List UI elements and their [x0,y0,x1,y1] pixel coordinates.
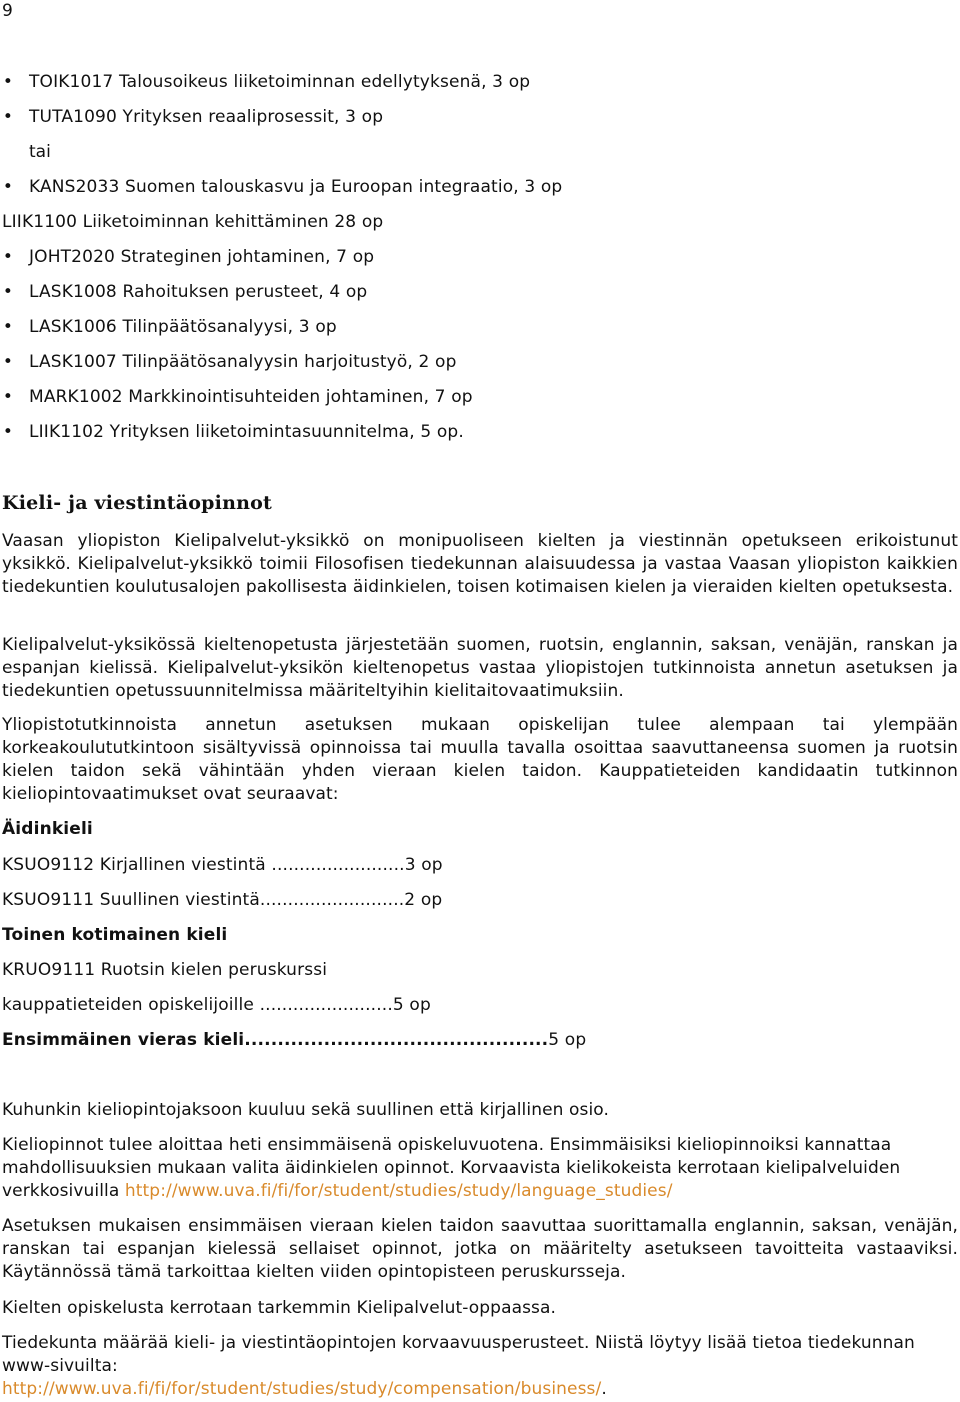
bullet-icon: • [2,352,14,372]
paragraph-text: Kieliopinnot tulee aloittaa heti ensimmäisenä opiskeluvuotena. Ensimmäisiksi kieliopinnoiksi kannattaa mahdollisuuksien mukaan valita äidinkielen opinnot. Korvaavista kielikokeista kerrotaan kielipalveluiden verkkosivuilla [2,1135,901,1201]
course-line [2,1029,586,1051]
bullet-icon: • [2,107,14,127]
bullet-icon: • [2,422,14,442]
bullet-icon: • [2,72,14,92]
course-line: KSUO9111 Suullinen viestintä..........................2 op [2,890,443,910]
list-item-text: LASK1008 Rahoituksen perusteet, 4 op [29,282,368,302]
paragraph: Kielten opiskelusta kerrotaan tarkemmin Kielipalvelut-oppaassa. [2,1298,557,1318]
course-line: KRUO9111 Ruotsin kielen peruskurssi [2,960,328,980]
paragraph-text: Tiedekunta määrää kieli- ja viestintäopintojen korvaavuusperusteet. Niistä löytyy lisää tietoa tiedekunnan www-sivuilta: [2,1333,915,1376]
list-item-text: MARK1002 Markkinointisuhteiden johtaminen, 7 op [29,387,473,407]
list-item-text: TUTA1090 Yrityksen reaaliprosessit, 3 op [29,107,384,127]
bullet-icon: • [2,247,14,267]
course-line: KSUO9112 Kirjallinen viestintä ........................3 op [2,855,443,875]
list-item-text: TOIK1017 Talousoikeus liiketoiminnan edellytyksenä, 3 op [29,72,531,92]
list-item-text: LASK1006 Tilinpäätösanalyysi, 3 op [29,317,337,337]
paragraph: Vaasan yliopiston Kielipalvelut-yksikkö on monipuoliseen kielten ja viestinnän opetukseen erikoistunut yksikkö. Kielipalvelut-yksikkö toimii Filosofisen tiedekunnan alaisuudessa ja vastaa Vaasan yliopiston kaikkien tiedekuntien koulutusalojen pakollisesta äidinkielen, toisen kotimaisen kielen ja vieraiden kielten opetuksesta. [2,531,958,597]
credits: 5 op [548,1030,587,1050]
paragraph: Kuhunkin kieliopintojaksoon kuuluu sekä suullinen että kirjallinen osio. [2,1100,609,1120]
compensation-link[interactable]: http://www.uva.fi/fi/for/student/studies/study/compensation/business/ [2,1379,602,1399]
leader-dots: .............................................. [244,1030,549,1050]
bullet-icon: • [2,317,14,337]
list-item-text: LIIK1102 Yrityksen liiketoimintasuunnitelma, 5 op. [29,422,464,442]
paragraph: Asetuksen mukaisen ensimmäisen vieraan kielen taidon saavuttaa suorittamalla englannin, saksan, venäjän, ranskan tai espanjan kielessä sellaiset opinnot, jotka on määritelty asetukseen tavoitteita vastaaviksi. Käytännössä tämä tarkoittaa kielten viiden opintopisteen peruskursseja. [2,1216,958,1282]
list-item-text: LASK1007 Tilinpäätösanalyysin harjoitustyö, 2 op [29,352,457,372]
alternative-label: tai [29,142,51,162]
paragraph: Yliopistotutkinnoista annetun asetuksen mukaan opiskelijan tulee alempaan tai ylempään korkeakoulututkintoon sisältyvissä opinnoissa tai muulla tavalla osoittaa saavuttaneensa suomen ja ruotsin kielen taidon sekä vähintään yhden vieraan kielen taidon. Kauppatieteiden kandidaatin tutkinnon kieliopintovaatimukset ovat seuraavat: [2,715,958,804]
paragraph [2,1134,958,1203]
paragraph-end: . [601,1379,607,1399]
subheading-mother-tongue: Äidinkieli [2,819,93,839]
subheading-first-foreign: Ensimmäinen vieras kieli [2,1030,245,1050]
language-studies-link[interactable]: http://www.uva.fi/fi/for/student/studies/study/language_studies/ [124,1181,673,1201]
bullet-icon: • [2,282,14,302]
bullet-icon: • [2,387,14,407]
module-title: LIIK1100 Liiketoiminnan kehittäminen 28 op [2,212,384,232]
list-item-text: KANS2033 Suomen talouskasvu ja Euroopan integraatio, 3 op [29,177,563,197]
paragraph: Kielipalvelut-yksikössä kieltenopetusta järjestetään suomen, ruotsin, englannin, saksan, venäjän, ranskan ja espanjan kielissä. Kielipalvelut-yksikön kieltenopetus vastaa yliopistojen tutkinnoista annetun asetuksen ja tiedekuntien opetussuunnitelmissa määriteltyihin kielitaitovaatimuksiin. [2,635,958,701]
list-item-text: JOHT2020 Strateginen johtaminen, 7 op [29,247,375,267]
bullet-icon: • [2,177,14,197]
section-heading: Kieli- ja viestintäopinnot [2,492,272,514]
course-line: kauppatieteiden opiskelijoille ........................5 op [2,995,431,1015]
subheading-second-domestic: Toinen kotimainen kieli [2,925,228,945]
page-number: 9 [2,1,13,21]
paragraph [2,1332,958,1401]
